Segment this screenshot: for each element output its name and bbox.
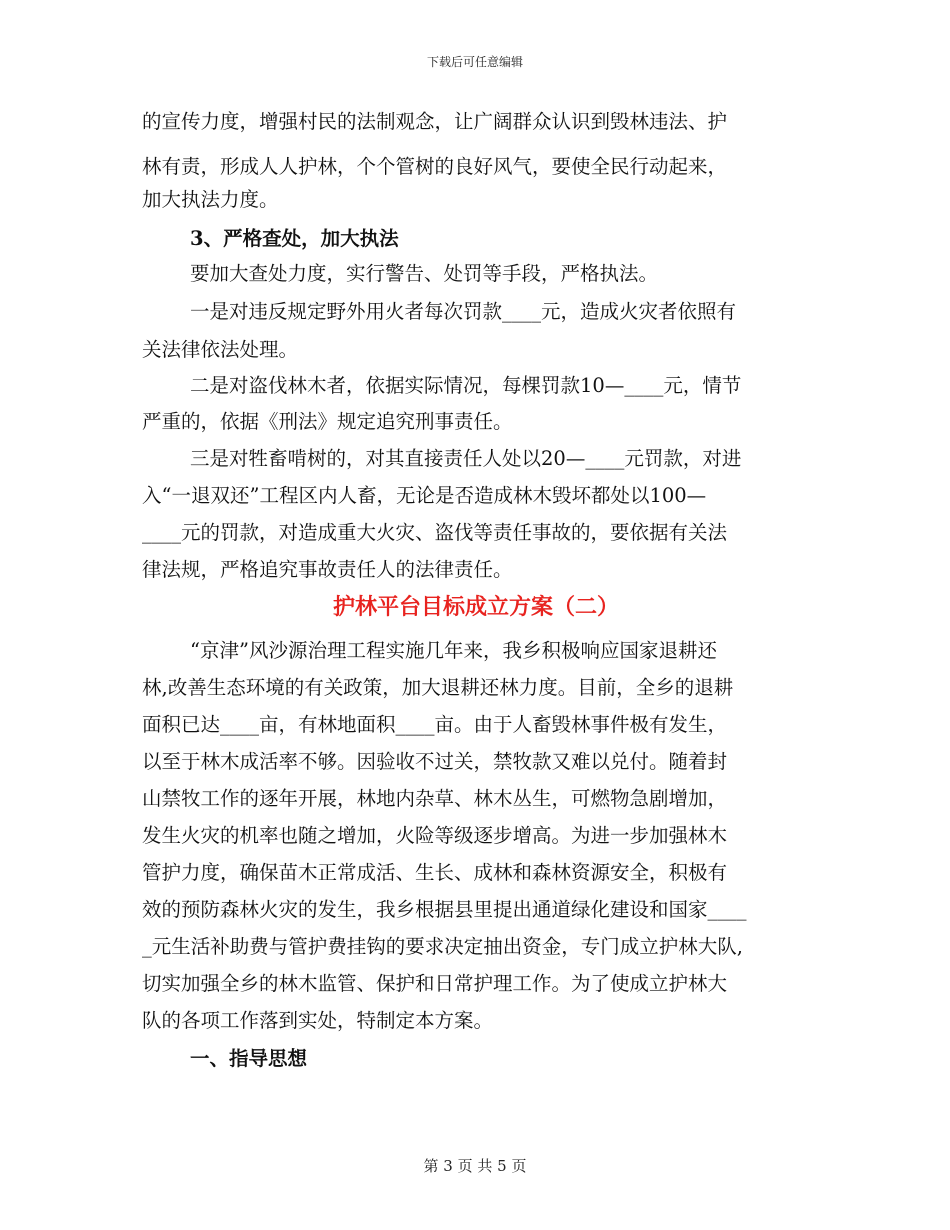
paragraph-line: 山禁牧工作的逐年开展，林地内杂草、林木丛生，可燃物急剧增加， xyxy=(142,787,728,810)
paragraph-line: 切实加强全乡的林木监管、保护和日常护理工作。为了使成立护林大 xyxy=(142,972,728,995)
paragraph-line: 林有责，形成人人护林，个个管树的良好风气，要使全民行动起来， xyxy=(142,155,728,178)
paragraph-line: _元生活补助费与管护费挂钩的要求决定抽出资金，专门成立护林大队, xyxy=(142,935,743,958)
item3-line: 律法规，严格追究事故责任人的法律责任。 xyxy=(142,558,513,581)
page-number: 第 3 页 共 5 页 xyxy=(423,1157,527,1175)
paragraph-line: 发生火灾的机率也随之增加，火险等级逐步增高。为进一步加强林木 xyxy=(142,824,728,847)
paragraph-line: 效的预防森林火灾的发生，我乡根据县里提出通道绿化建设和国家____ xyxy=(142,898,747,921)
subheading-strict-enforcement: 3、严格查处，加大执法 xyxy=(190,227,399,250)
paragraph-line: 加大执法力度。 xyxy=(142,188,279,211)
item1-line: 关法律依法处理。 xyxy=(142,338,299,361)
paragraph-line: 以至于林木成活率不够。因验收不过关，禁牧款又难以兑付。随着封 xyxy=(142,750,728,773)
item3-line: ____元的罚款，对造成重大火灾、盗伐等责任事故的，要依据有关法 xyxy=(142,521,728,544)
item3-line: 入“一退双还”工程区内人畜，无论是否造成林木毁坏都处以100— xyxy=(142,484,707,507)
paragraph-line: 管护力度，确保苗木正常成活、生长、成林和森林资源安全，积极有 xyxy=(142,861,728,884)
section-title: 护林平台目标成立方案（二） xyxy=(332,594,619,620)
subheading-guiding-ideology: 一、指导思想 xyxy=(190,1047,308,1070)
page-header-note: 下载后可任意编辑 xyxy=(426,55,523,69)
paragraph-line: “京津”风沙源治理工程实施几年来，我乡积极响应国家退耕还 xyxy=(190,639,717,662)
paragraph-line: 要加大查处力度，实行警告、处罚等手段，严格执法。 xyxy=(190,262,659,285)
paragraph-line: 面积已达____亩，有林地面积____亩。由于人畜毁林事件极有发生， xyxy=(142,713,728,736)
paragraph-line: 林,改善生态环境的有关政策，加大退耕还林力度。目前，全乡的退耕 xyxy=(142,676,734,699)
item1-line: 一是对违反规定野外用火者每次罚款____元，造成火灾者依照有 xyxy=(190,300,737,323)
paragraph-line: 的宣传力度，增强村民的法制观念，让广阔群众认识到毁林违法、护 xyxy=(142,110,728,133)
item3-line: 三是对牲畜啃树的，对其直接责任人处以20—____元罚款，对进 xyxy=(190,447,742,470)
item2-line: 严重的，依据《刑法》规定追究刑事责任。 xyxy=(142,410,513,433)
paragraph-line: 队的各项工作落到实处，特制定本方案。 xyxy=(142,1009,494,1032)
item2-line: 二是对盗伐林木者，依据实际情况，每棵罚款10—____元，情节 xyxy=(190,374,742,397)
